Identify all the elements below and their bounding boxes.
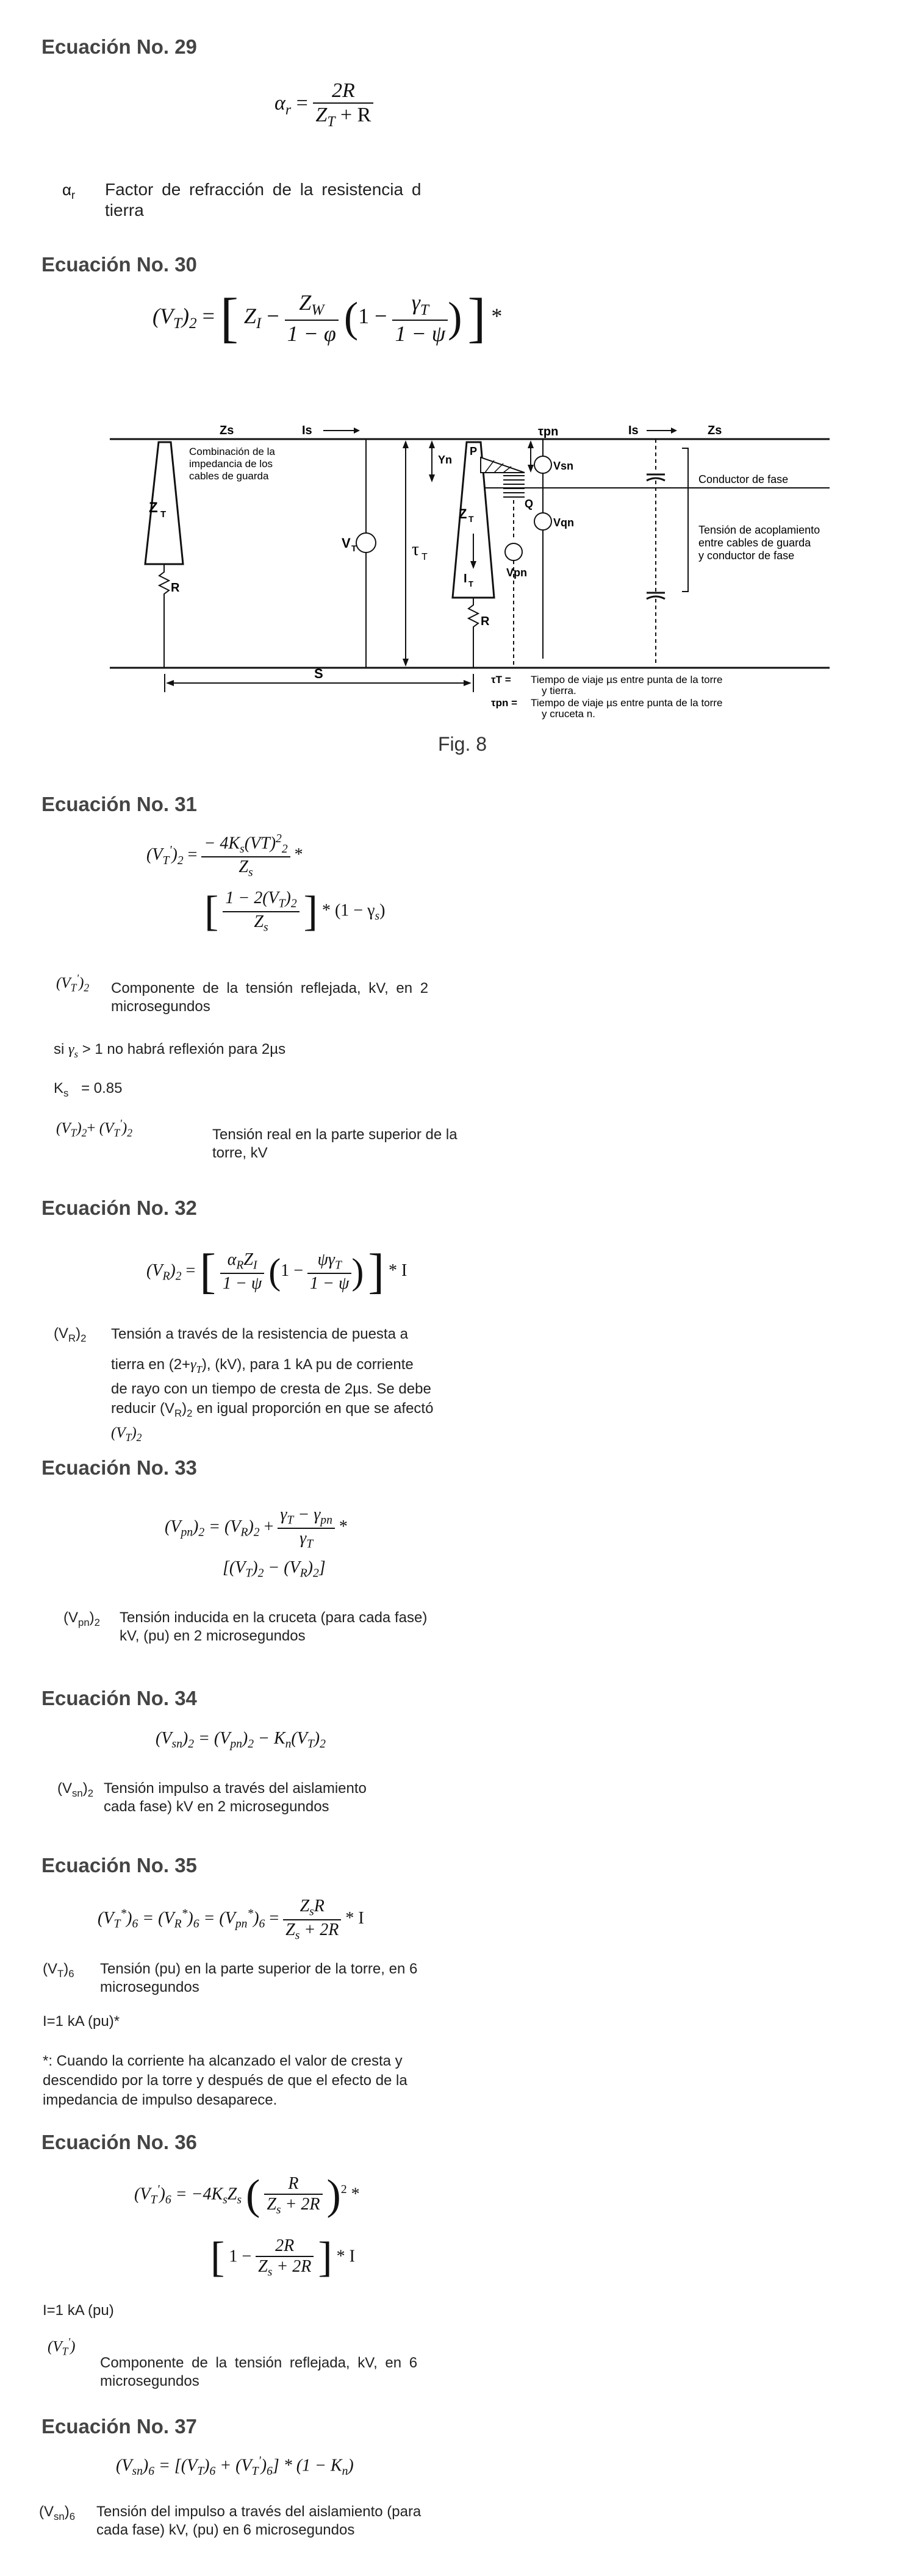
eq33-description: Tensión inducida en la cruceta (para cada fase) kV, (pu) en 2 microsegundos [120, 1609, 428, 1644]
svg-text:Zs: Zs [220, 424, 234, 437]
svg-text:Tiempo de viaje µs entre punta: Tiempo de viaje µs entre punta de la torre [531, 697, 723, 709]
svg-text:T: T [468, 579, 473, 589]
eq32-formula: $(V_R)_2$ = [ $\frac{\alpha_RZ_I}{1 - \psi}$ (1 − $\frac{\psi\gamma_T}{1 - \psi}$ ) ] * I [146, 1245, 407, 1298]
eq35-footnote: *: Cuando la corriente ha alcanzado el valor de cresta y descendido por la torre y después de que el efecto de la impedancia de impulso desaparece. [43, 2053, 407, 2108]
eq35-current-note: I=1 kA (pu)* [43, 2013, 120, 2030]
eq36-formula: $(V_T')_6 = -4K_sZ_s$ ( $\frac{R}{Z_s + 2R}$ )$^2$ * [134, 2172, 360, 2219]
eq29-symbol: $\alpha_r$ [62, 181, 76, 202]
eq36-current-note: I=1 kA (pu) [43, 2302, 114, 2319]
left-resistor [159, 564, 169, 668]
svg-text:Combinación de la: Combinación de la [189, 446, 275, 457]
fig8-caption: Fig. 8 [438, 733, 487, 755]
svg-text:T: T [468, 514, 474, 524]
eq36-symbol: $(V_T')$ [48, 2336, 76, 2358]
svg-text:τpn: τpn [538, 425, 559, 438]
svg-text:Vpn: Vpn [506, 567, 527, 579]
eq34-symbol: $(V_{sn})_2$ [57, 1780, 94, 1799]
svg-text:Zs: Zs [708, 424, 722, 437]
eq34-formula: $(V_{sn})_2 = (V_{pn})_2 - K_n(V_T)_2$ [156, 1729, 326, 1751]
eq34-description: Tensión impulso a través del aislamiento cada fase) kV en 2 microsegundos [104, 1780, 367, 1815]
eq31-note-si: si $\gamma_s > 1$ no habrá reflexión para 2µs [54, 1041, 286, 1060]
eq37-heading: Ecuación No. 37 [41, 2415, 197, 2438]
svg-text:impedancia de los: impedancia de los [189, 458, 273, 470]
eq31-formula: $(V_T')_2$ = $\frac{- 4K_s(VT)^2_2}{Z_s}$ * [146, 832, 303, 879]
eq31-heading: Ecuación No. 31 [41, 793, 197, 815]
svg-text:entre cables de guarda: entre cables de guarda [698, 537, 811, 549]
eq31-formula-line2: [ $\frac{1 - 2(V_T)_2}{Z_s}$ ] * $(1 - \gamma_s)$ [204, 888, 386, 935]
eq30-heading: Ecuación No. 30 [41, 253, 197, 276]
eq30-formula: $(V_T)_2$ = [ $Z_I$ − $\frac{Z_W}{1 - \varphi}$ (1 − $\frac{\gamma_T}{1 - \psi}$ ) ] * [152, 288, 503, 348]
eq31-symbol-1: $(V_T')_2$ [56, 972, 90, 994]
eq33-heading: Ecuación No. 33 [41, 1456, 197, 1479]
eq35-symbol: $(V_T)_6$ [43, 1961, 74, 1980]
svg-text:Z: Z [149, 499, 158, 516]
svg-text:cables de guarda: cables de guarda [189, 470, 269, 482]
eq35-description: Tensión (pu) en la parte superior de la torre, en 6 microsegundos [100, 1961, 418, 1995]
crossarm [481, 457, 525, 473]
svg-text:τpn =: τpn = [491, 697, 518, 709]
eq31-symbol-3: $(V_T)_2+ (V_T')_2$ [56, 1117, 132, 1139]
svg-text:Z: Z [459, 506, 467, 521]
svg-text:T: T [160, 509, 167, 520]
svg-text:P: P [470, 445, 478, 457]
eq34-heading: Ecuación No. 34 [41, 1687, 197, 1709]
svg-text:R: R [171, 581, 180, 595]
eq36-formula-line2: [ 1 − $\frac{2R}{Z_s + 2R}$ ] * I [210, 2234, 355, 2281]
eq37-description: Tensión del impulso a través del aislamiento (para cada fase) kV, (pu) en 6 microsegundos [96, 2503, 422, 2538]
svg-text:Conductor de fase: Conductor de fase [698, 473, 789, 485]
svg-text:τT =: τT = [491, 674, 511, 685]
eq32-symbol: $(V_R)_2$ [54, 1325, 87, 1344]
vqn-source [534, 513, 551, 530]
eq31-description-1: Componente de la tensión reflejada, kV, en 2 microsegundos [111, 980, 429, 1015]
eq35-heading: Ecuación No. 35 [41, 1854, 197, 1877]
eq33-formula: $(V_{pn})_2 = (V_R)_2$ + $\frac{\gamma_T - \gamma_{pn}}{\gamma_T}$ * [165, 1505, 348, 1551]
eq29-formula: $\alpha_r$ = $\frac{2R}{Z_T + R}$ [274, 79, 373, 131]
svg-text:Q: Q [525, 498, 534, 510]
svg-text:S: S [314, 666, 323, 681]
vpn-source [505, 543, 522, 560]
eq29-description: Factor de refracción de la resistencia d tierra [105, 180, 422, 220]
svg-text:T: T [422, 552, 428, 562]
vsn-source [534, 456, 551, 473]
svg-text:y conductor de fase: y conductor de fase [698, 549, 795, 562]
vt-source [356, 533, 376, 553]
svg-text:Yn: Yn [438, 454, 453, 466]
eq36-description: Componente de la tensión reflejada, kV, en 6 microsegundos [100, 2355, 418, 2389]
eq37-formula: $(V_{sn})_6 = [(V_T)_6 + (V_T')_6] * (1 - K_n)$ [116, 2455, 354, 2478]
eq35-formula: $(V_T^*)_6 = (V_R^*)_6 = (V_{pn}^*)_6$ = $\frac{Z_sR}{Z_s + 2R}$ * I [98, 1897, 364, 1942]
svg-text:y cruceta n.: y cruceta n. [542, 708, 595, 720]
eq31-ks: $K_s = 0.85$ [54, 1080, 123, 1099]
eq31-description-3: Tensión real en la parte superior de la torre, kV [212, 1126, 458, 1161]
svg-text:R: R [481, 615, 490, 628]
right-resistor [468, 598, 478, 668]
svg-text:I: I [464, 572, 467, 585]
svg-text:y tierra.: y tierra. [542, 685, 576, 696]
svg-text:Is: Is [628, 424, 639, 437]
eq29-heading: Ecuación No. 29 [41, 35, 197, 58]
eq37-symbol: $(V_{sn})_6$ [39, 2503, 76, 2522]
svg-text:Vqn: Vqn [553, 517, 574, 529]
svg-text:Vsn: Vsn [553, 460, 574, 472]
svg-text:T: T [351, 543, 357, 553]
eq36-heading: Ecuación No. 36 [41, 2131, 197, 2153]
svg-text:τ: τ [412, 539, 420, 559]
eq32-heading: Ecuación No. 32 [41, 1197, 197, 1219]
svg-text:Is: Is [302, 424, 312, 437]
svg-text:Tiempo de viaje µs entre punta: Tiempo de viaje µs entre punta de la torre [531, 674, 723, 685]
eq33-symbol: $(V_{pn})_2$ [63, 1609, 101, 1628]
fig8-diagram [104, 415, 836, 720]
svg-text:V: V [342, 535, 351, 551]
eq33-formula-line2: $[(V_T)_2 - (V_R)_2]$ [223, 1558, 326, 1580]
eq32-description: Tensión a través de la resistencia de puesta a tierra en $(2+\gamma_T)$, (kV), para 1 kA pu de corriente de rayo con un tiempo de cresta de 2µs. Se debe reducir $(V_R)_2$ en igual proporción en que se afectó $(V_T)_2$ [111, 1326, 434, 1444]
svg-text:Tensión de acoplamiento: Tensión de acoplamiento [698, 524, 820, 536]
